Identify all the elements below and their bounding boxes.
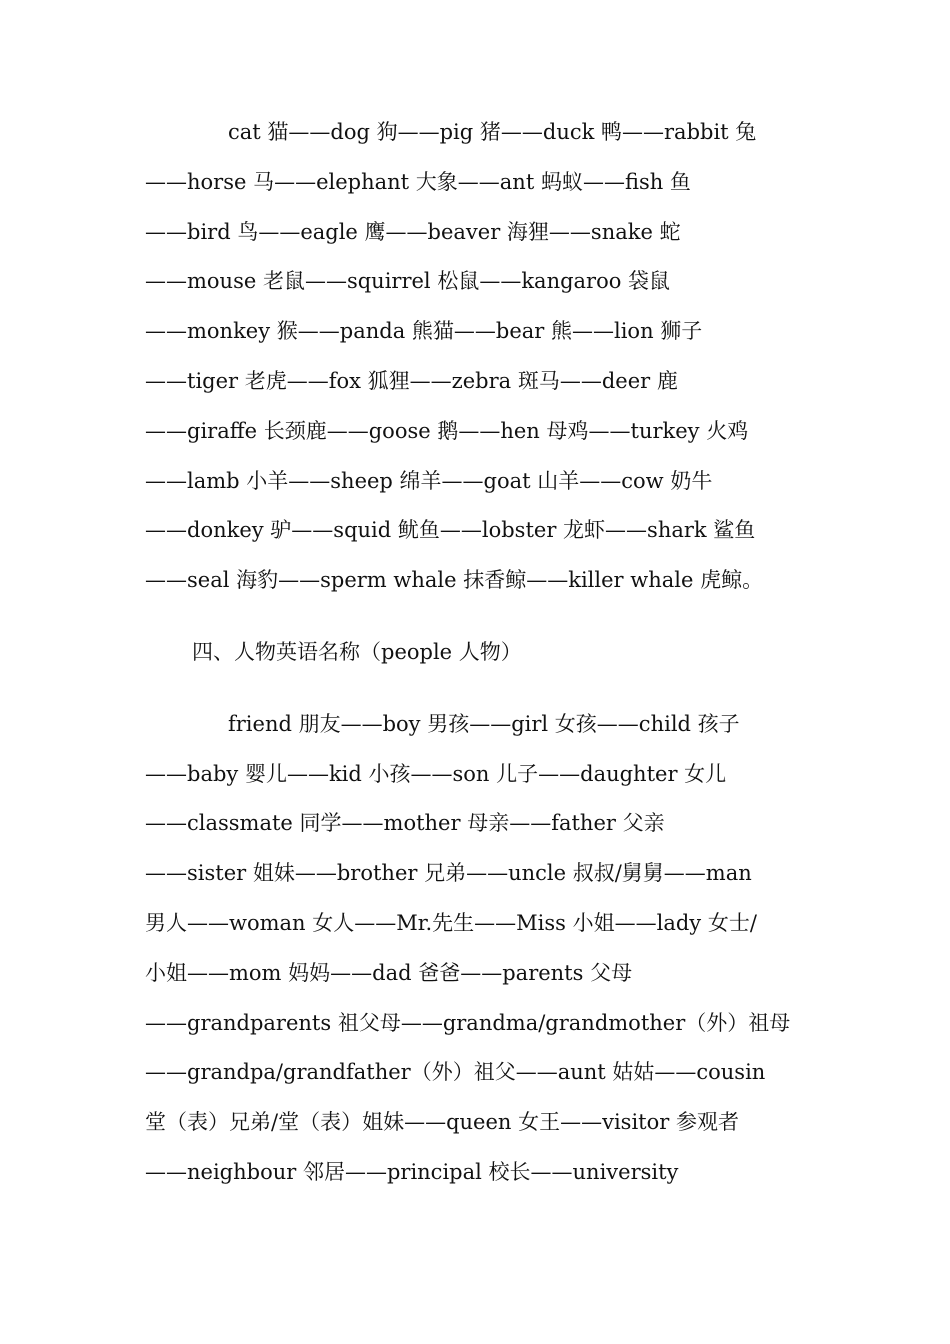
text-line: 小姐——mom 妈妈——dad 爸爸——parents 父母 [145, 960, 633, 985]
text-line: ——tiger 老虎——fox 狐狸——zebra 斑马——deer 鹿 [145, 368, 678, 393]
text-line: ——seal 海豹——sperm whale 抹香鲸——killer whale 虎鲸。 [145, 568, 764, 593]
animals-paragraph [145, 108, 813, 606]
text-line: ——horse 马——elephant 大象——ant 蚂蚁——fish 鱼 [145, 169, 691, 194]
document-content [145, 108, 813, 1198]
text-line: ——giraffe 长颈鹿——goose 鹅——hen 母鸡——turkey 火鸡 [145, 418, 749, 443]
section-heading: 四、人物英语名称（people 人物） [192, 639, 522, 664]
text-line: ——monkey 猴——panda 熊猫——bear 熊——lion 狮子 [145, 319, 703, 344]
text-line: ——grandparents 祖父母——grandma/grandmother（外）祖母 [145, 1010, 791, 1035]
text-line: ——mouse 老鼠——squirrel 松鼠——kangaroo 袋鼠 [145, 269, 671, 294]
text-line: cat 猫——dog 狗——pig 猪——duck 鸭——rabbit 兔 [228, 120, 757, 144]
text-line: ——bird 鸟——eagle 鹰——beaver 海狸——snake 蛇 [145, 219, 681, 244]
text-line: ——grandpa/grandfather（外）祖父——aunt 姑姑——cousin [145, 1060, 766, 1085]
text-line: ——sister 姐妹——brother 兄弟——uncle 叔叔/舅舅——man [145, 861, 752, 886]
text-line: ——neighbour 邻居——principal 校长——university [145, 1159, 679, 1184]
people-paragraph [145, 700, 813, 1198]
text-line: 男人——woman 女人——Mr.先生——Miss 小姐——lady 女士/ [145, 910, 757, 935]
text-line: ——lamb 小羊——sheep 绵羊——goat 山羊——cow 奶牛 [145, 468, 713, 493]
text-line: friend 朋友——boy 男孩——girl 女孩——child 孩子 [228, 711, 740, 736]
text-line: ——donkey 驴——squid 鱿鱼——lobster 龙虾——shark 鲨鱼 [145, 518, 756, 543]
text-line: 堂（表）兄弟/堂（表）姐妹——queen 女王——visitor 参观者 [145, 1110, 739, 1135]
text-line: ——baby 婴儿——kid 小孩——son 儿子——daughter 女儿 [145, 761, 727, 786]
text-line: ——classmate 同学——mother 母亲——father 父亲 [145, 811, 665, 836]
